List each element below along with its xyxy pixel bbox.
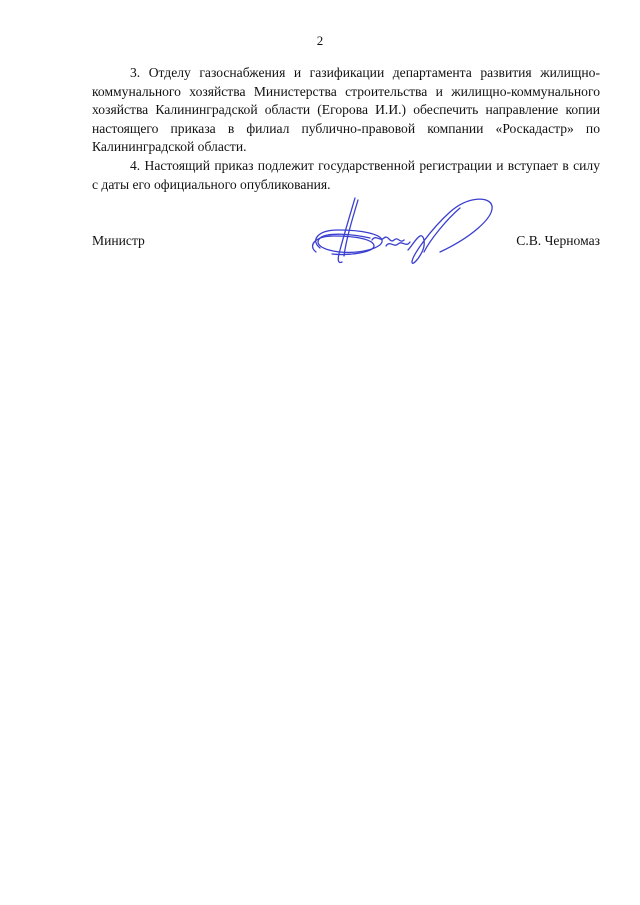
signature-block (92, 232, 600, 252)
paragraph-4: 4. Настоящий приказ подлежит государственной регистрации и вступает в силу с даты его официального опубликования. (92, 157, 600, 192)
signer-name: С.В. Черномаз (516, 233, 600, 248)
paragraph-3: 3. Отделу газоснабжения и газификации департамента развития жилищно-коммунального хозяйства Министерства строительства и жилищно-коммунального хозяйства Калининградской области (Егорова И.И.) обеспечить направление копии настоящего приказа в филиал публично-правовой компании «Роскадастр» по Калининградской области. (92, 65, 600, 155)
signer-position: Министр (92, 233, 145, 248)
page-number: 2 (316, 33, 324, 48)
document-body (92, 64, 600, 194)
